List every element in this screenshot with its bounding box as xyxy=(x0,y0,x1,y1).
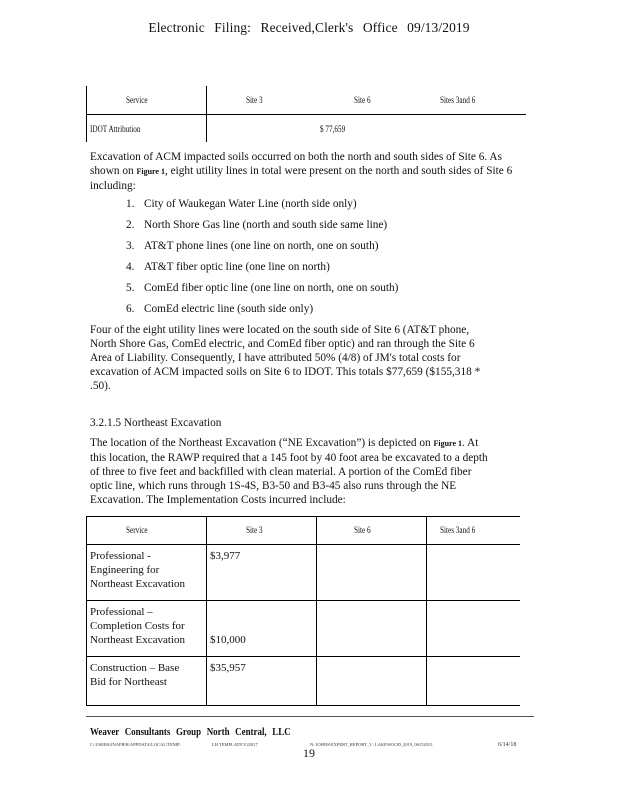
page-number: 19 xyxy=(303,746,315,760)
implementation-costs-table xyxy=(86,516,520,706)
header-site3: Site 3 xyxy=(246,95,263,105)
table-cell-site3: $35,957 xyxy=(210,662,246,674)
list-item: 6. ComEd electric line (south side only) xyxy=(126,303,314,315)
table-cell-service: Professional - Engineering for Northeast Excavation xyxy=(90,550,185,590)
section-heading: 3.2.1.5 Northeast Excavation xyxy=(90,417,222,429)
idot-attribution-table xyxy=(86,86,526,142)
table-row-divider xyxy=(86,544,520,545)
header-sites3and6: Sites 3and 6 xyxy=(440,525,476,535)
footer-path-mid: LH TEMPLATE\V22017 xyxy=(212,742,258,747)
row-value: $ 77,659 xyxy=(320,124,346,134)
footer-divider xyxy=(86,716,534,717)
header-service: Service xyxy=(126,525,148,535)
figure-reference: Figure 1 xyxy=(136,167,165,176)
list-item: 4. AT&T fiber optic line (one line on north) xyxy=(126,261,330,273)
table-row-divider xyxy=(86,600,520,601)
footer-path-left: C:\USERS\JNAPIER\APPDATA\LOCAL\TEMP\ xyxy=(90,742,181,747)
header-sites3and6: Sites 3and 6 xyxy=(440,95,476,105)
table-bottom-border xyxy=(86,705,520,706)
header-site3: Site 3 xyxy=(246,525,263,535)
table-cell-site3: $3,977 xyxy=(210,550,241,562)
footer-date: 6/14/18 xyxy=(498,742,517,748)
table-row-divider xyxy=(86,656,520,657)
paragraph-2: Four of the eight utility lines were located on the south side of Site 6 (AT&T phone, North Shore Gas, ComEd electric, and ComEd fiber optic) and ran through the Site 6 Area of Liability. Consequently, I have attributed 50% (4/8) of JM's total costs for excavation of ACM impacted soils on Site 6 to IDOT. This totals $77,659 ($155,318 * .50). xyxy=(90,324,481,392)
paragraph-1: Excavation of ACM impacted soils occurred on both the north and south sides of Site 6. As shown on Figure 1, eight utility lines in total were present on the north and south sides of Site 6 including: xyxy=(90,151,513,192)
table-cell-service: Professional – Completion Costs for Northeast Excavation xyxy=(90,606,185,646)
list-item: 3. AT&T phone lines (one line on north, one on south) xyxy=(126,240,379,252)
header-site6: Site 6 xyxy=(354,525,371,535)
list-item: 2. North Shore Gas line (north and south side same line) xyxy=(126,219,388,231)
table-row-divider xyxy=(86,114,526,115)
row-label: IDOT Attribution xyxy=(90,124,141,134)
footer-path-right: N: JOHNS\EXPERT_REPORT_3 \ LAKEWOOD_2019_06152015 xyxy=(310,742,433,747)
figure-reference: Figure 1 xyxy=(433,439,463,448)
header-site6: Site 6 xyxy=(354,95,371,105)
table-cell-service: Construction – Base Bid for Northeast xyxy=(90,662,180,688)
footer-company: Weaver Consultants Group North Central, LLC xyxy=(90,727,291,738)
table-cell-site3: $10,000 xyxy=(210,634,246,646)
list-item: 5. ComEd fiber optic line (one line on north, one on south) xyxy=(126,282,399,294)
paragraph-3: The location of the Northeast Excavation (“NE Excavation”) is depicted on Figure 1. At this location, the RAWP required that a 145 foot by 40 foot area be excavated to a depth of three to five feet and backfilled with clean material. A portion of the ComEd fiber optic line, which runs through 1S-4S, B3-50 and B3-45 also runs through the NE Excavation. The Implementation Costs incurred include: xyxy=(90,437,488,506)
list-item: 1. City of Waukegan Water Line (north side only) xyxy=(126,198,357,210)
utility-lines-list xyxy=(126,198,526,320)
table-top-border xyxy=(86,516,520,517)
filing-header: Electronic Filing: Received,Clerk's Office 09/13/2019 xyxy=(148,20,470,35)
header-service: Service xyxy=(126,95,148,105)
